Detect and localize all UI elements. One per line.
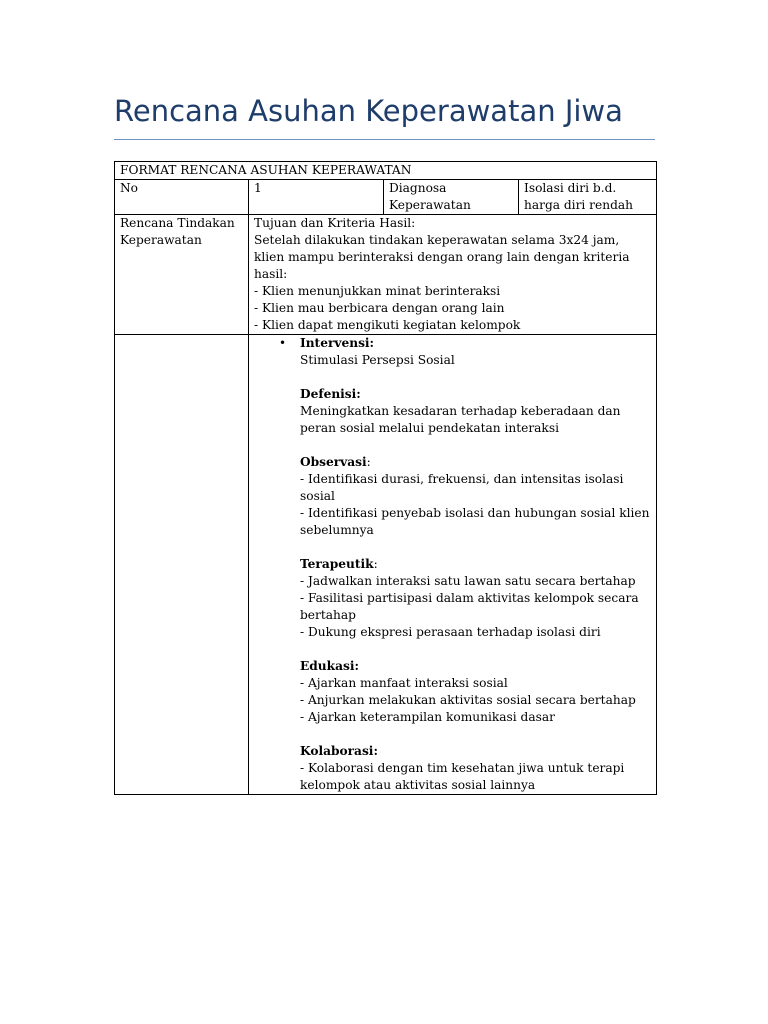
terapeutik-section: Terapeutik: - Jadwalkan interaksi satu lawan satu secara bertahap - Fasilitasi partisipasi dalam aktivitas kelompok secara bertahap - Dukung ekspresi perasaan terhadap isolasi diri — [300, 556, 651, 641]
table-header-row — [115, 162, 657, 180]
empty-cell — [115, 335, 249, 795]
intervensi-heading: Intervensi: — [300, 336, 375, 350]
goal-text: Setelah dilakukan tindakan keperawatan selama 3x24 jam, klien mampu berinteraksi dengan orang lain dengan kriteria hasil: — [254, 233, 630, 281]
observasi-section: Observasi: - Identifikasi durasi, frekuensi, dan intensitas isolasi sosial - Identifikasi penyebab isolasi dan hubungan sosial klien sebelumnya — [300, 455, 650, 537]
list-item: - Anjurkan melakukan aktivitas sosial secara bertahap — [300, 693, 636, 707]
intervensi-text: Stimulasi Persepsi Sosial — [300, 353, 455, 367]
care-plan-table — [114, 161, 657, 795]
edukasi-heading: Edukasi: — [300, 659, 360, 673]
no-label: No — [115, 180, 249, 215]
list-item: - Identifikasi penyebab isolasi dan hubungan sosial klien sebelumnya — [300, 506, 650, 537]
list-item: - Kolaborasi dengan tim kesehatan jiwa untuk terapi kelompok atau aktivitas sosial lainnya — [300, 761, 625, 792]
terapeutik-heading: Terapeutik — [300, 557, 374, 571]
title-divider — [114, 139, 655, 140]
rencana-label: Rencana Tindakan Keperawatan — [115, 215, 249, 335]
kolaborasi-heading: Kolaborasi: — [300, 744, 378, 758]
definisi-text: Meningkatkan kesadaran terhadap keberadaan dan peran sosial melalui pendekatan interaksi — [300, 404, 621, 435]
goal-title: Tujuan dan Kriteria Hasil: — [254, 216, 416, 230]
kolaborasi-section — [300, 743, 651, 794]
no-value: 1 — [249, 180, 384, 215]
table-row — [115, 215, 657, 335]
diagnosa-label: Diagnosa Keperawatan — [384, 180, 519, 215]
intervensi-section — [300, 335, 651, 369]
list-item: - Fasilitasi partisipasi dalam aktivitas kelompok secara bertahap — [300, 591, 639, 622]
table-row — [115, 335, 657, 795]
list-item: - Identifikasi durasi, frekuensi, dan intensitas isolasi sosial — [300, 472, 624, 503]
definisi-section — [300, 386, 651, 437]
list-item: - Dukung ekspresi perasaan terhadap isolasi diri — [300, 625, 601, 639]
bullet-icon: • — [279, 336, 287, 350]
definisi-heading: Defenisi: — [300, 387, 361, 401]
criteria-item: - Klien dapat mengikuti kegiatan kelompok — [254, 318, 521, 332]
edukasi-section — [300, 658, 651, 726]
list-item: - Ajarkan keterampilan komunikasi dasar — [300, 710, 555, 724]
table-header: FORMAT RENCANA ASUHAN KEPERAWATAN — [115, 162, 657, 180]
criteria-item: - Klien menunjukkan minat berinteraksi — [254, 284, 501, 298]
goal-cell — [249, 215, 657, 335]
criteria-item: - Klien mau berbicara dengan orang lain — [254, 301, 505, 315]
intervention-list — [254, 335, 651, 794]
diagnosa-value: Isolasi diri b.d. harga diri rendah — [519, 180, 657, 215]
page-title: Rencana Asuhan Keperawatan Jiwa — [114, 94, 623, 128]
list-item: - Jadwalkan interaksi satu lawan satu secara bertahap — [300, 574, 636, 588]
table-row — [115, 180, 657, 215]
list-item: - Ajarkan manfaat interaksi sosial — [300, 676, 508, 690]
observasi-heading: Observasi — [300, 455, 367, 469]
intervention-cell — [249, 335, 657, 795]
